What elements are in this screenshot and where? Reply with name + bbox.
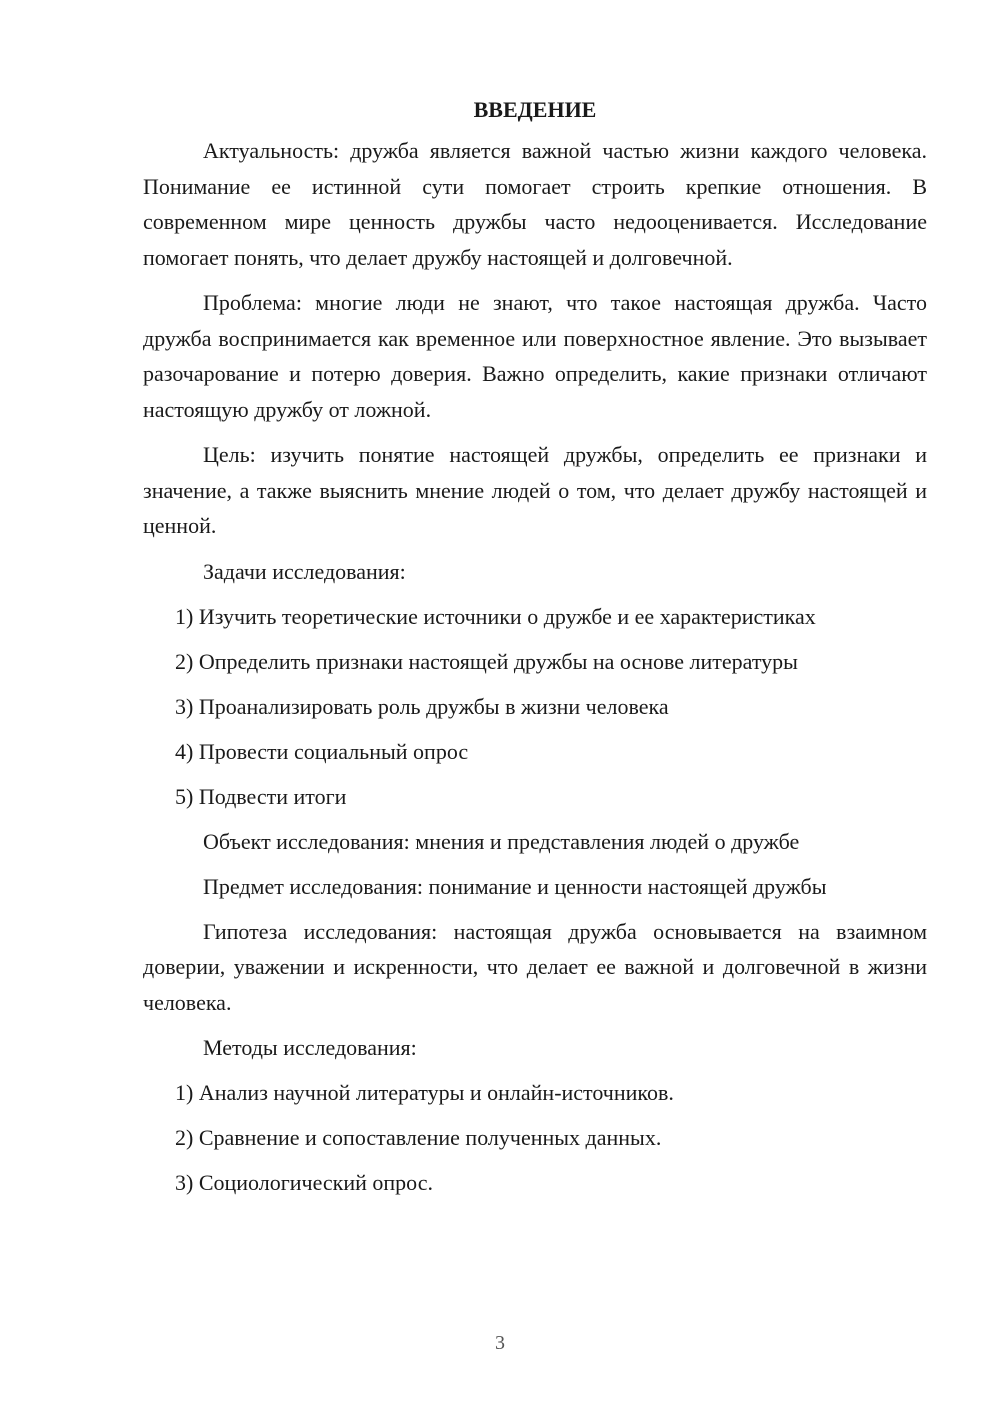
subject-line: Предмет исследования: понимание и ценности настоящей дружбы (203, 873, 827, 899)
methods-list (143, 1075, 927, 1200)
list-item: 3) Социологический опрос. (175, 1170, 433, 1195)
goal-paragraph: Цель: изучить понятие настоящей дружбы, определить ее признаки и значение, а также выяснить мнение людей о том, что делает дружбу настоящей и ценной. (143, 442, 927, 538)
problem-paragraph: Проблема: многие люди не знают, что такое настоящая дружба. Часто дружба воспринимается как временное или поверхностное явление. Это вызывает разочарование и потерю доверия. Важно определить, какие признаки отличают настоящую дружбу от ложной. (143, 290, 927, 422)
list-item: 4) Провести социальный опрос (175, 738, 469, 764)
hypothesis-paragraph: Гипотеза исследования: настоящая дружба основывается на взаимном доверии, уважении и искренности, что делает ее важной и долговечной в жизни человека. (143, 918, 927, 1015)
tasks-heading: Задачи исследования: (203, 558, 406, 584)
list-item: 5) Подвести итоги (175, 783, 347, 809)
list-item: 2) Сравнение и сопоставление полученных данных. (175, 1125, 662, 1150)
list-item: 1) Анализ научной литературы и онлайн-источников. (175, 1080, 674, 1105)
list-item: 3) Проанализировать роль дружбы в жизни человека (175, 693, 669, 719)
list-item: 2) Определить признаки настоящей дружбы на основе литературы (175, 648, 798, 674)
section-title: ВВЕДЕНИЕ (473, 97, 597, 122)
document-page (143, 92, 927, 1210)
page-number: 3 (495, 1332, 505, 1354)
tasks-list (143, 599, 927, 814)
list-item: 1) Изучить теоретические источники о дружбе и ее характеристиках (175, 603, 816, 629)
object-line: Объект исследования: мнения и представления людей о дружбе (203, 828, 800, 854)
methods-heading: Методы исследования: (203, 1035, 417, 1060)
relevance-paragraph: Актуальность: дружба является важной частью жизни каждого человека. Понимание ее истинной сути помогает строить крепкие отношения. В современном мире ценность дружбы часто недооценивается. Исследование помогает понять, что делает дружбу настоящей и долговечной. (143, 138, 927, 270)
